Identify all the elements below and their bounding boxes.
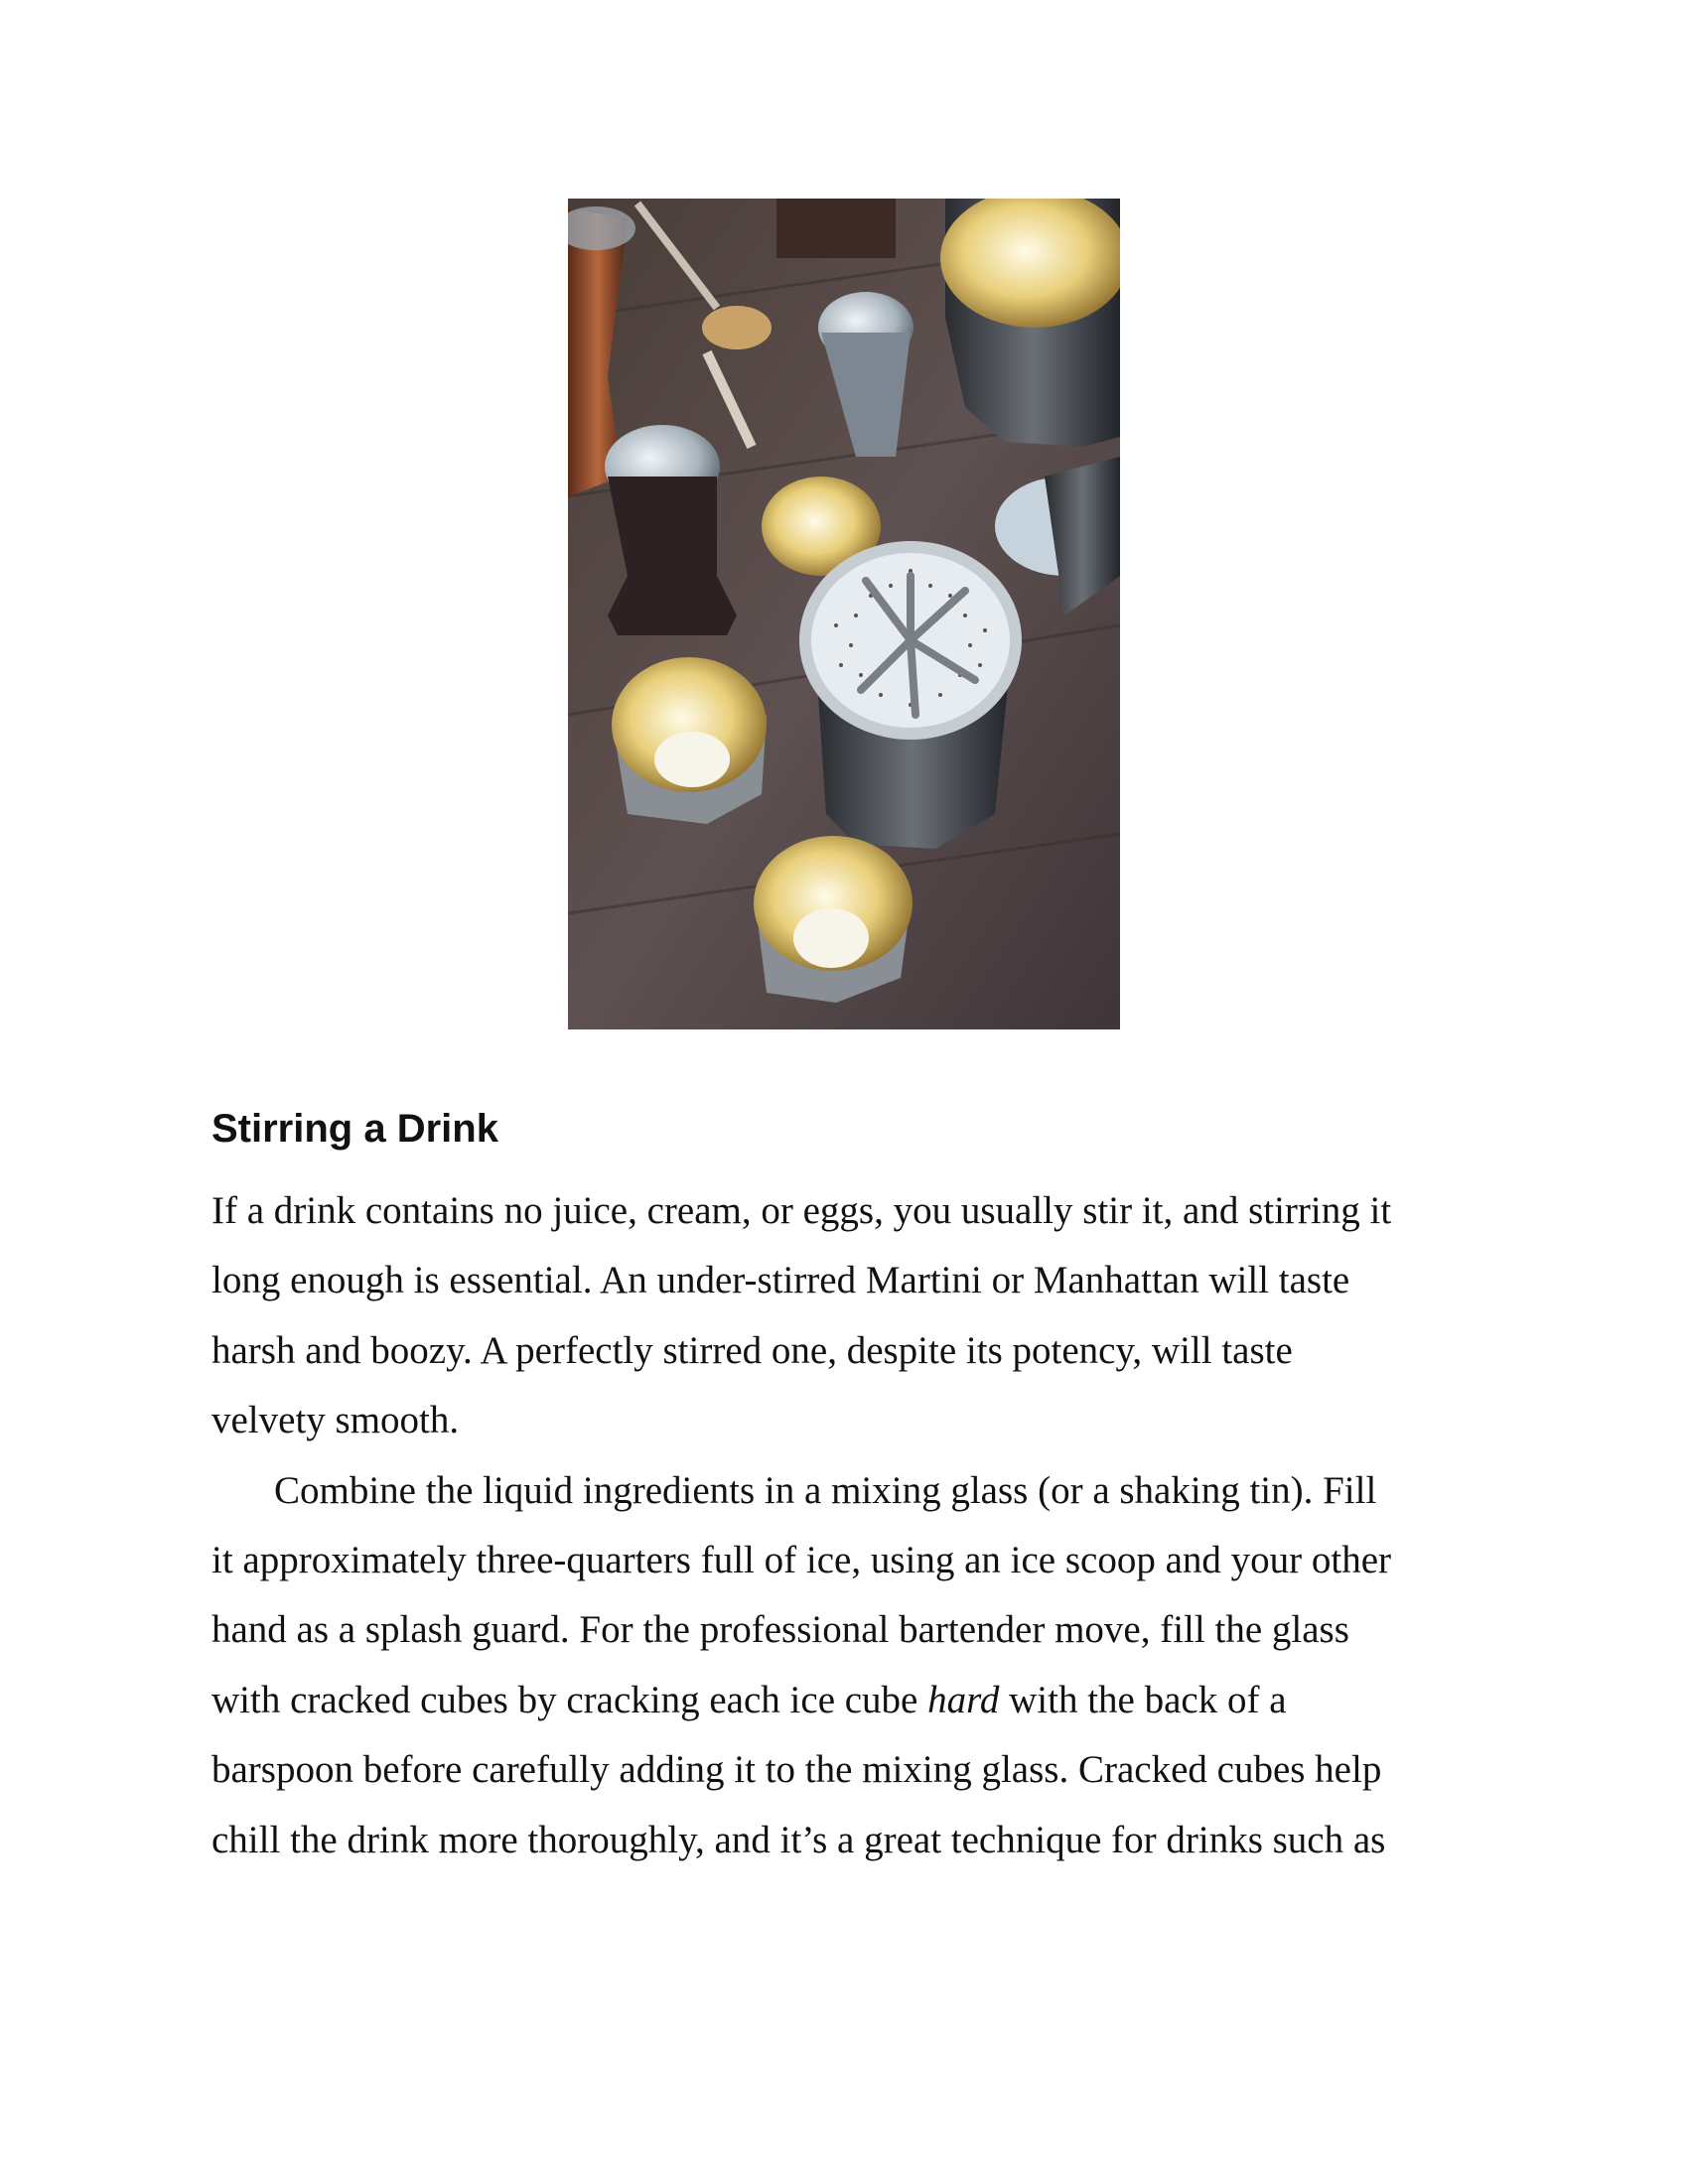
- paragraph-1-line: If a drink contains no juice, cream, or eggs, you usually stir it, and stirring it: [211, 1189, 1392, 1232]
- paragraph-1-line: long enough is essential. An under-stirred Martini or Manhattan will taste: [211, 1259, 1350, 1302]
- paragraph-2-line: Combine the liquid ingredients in a mixing glass (or a shaking tin). Fill: [274, 1468, 1377, 1512]
- paragraph-2-line: chill the drink more thoroughly, and it’s a great technique for drinks such as: [211, 1818, 1386, 1861]
- section-heading: Stirring a Drink: [211, 1107, 498, 1151]
- paragraph-2-line: barspoon before carefully adding it to the mixing glass. Cracked cubes help: [211, 1748, 1382, 1792]
- emphasis-text: hard: [927, 1678, 1000, 1721]
- paragraph-2-line: [211, 1666, 1502, 1735]
- line-text: with the back of a: [999, 1678, 1287, 1721]
- paragraph-2-line: it approximately three-quarters full of ice, using an ice scoop and your other: [211, 1539, 1392, 1582]
- paragraph-1-line: velvety smooth.: [211, 1399, 460, 1442]
- bar-tools-photo: [568, 199, 1120, 1029]
- body-text: [211, 1176, 1502, 1875]
- paragraph-2-line: hand as a splash guard. For the professional bartender move, fill the glass: [211, 1608, 1349, 1652]
- paragraph-1-line: harsh and boozy. A perfectly stirred one, despite its potency, will taste: [211, 1328, 1293, 1372]
- line-text: with cracked cubes by cracking each ice cube: [211, 1678, 928, 1721]
